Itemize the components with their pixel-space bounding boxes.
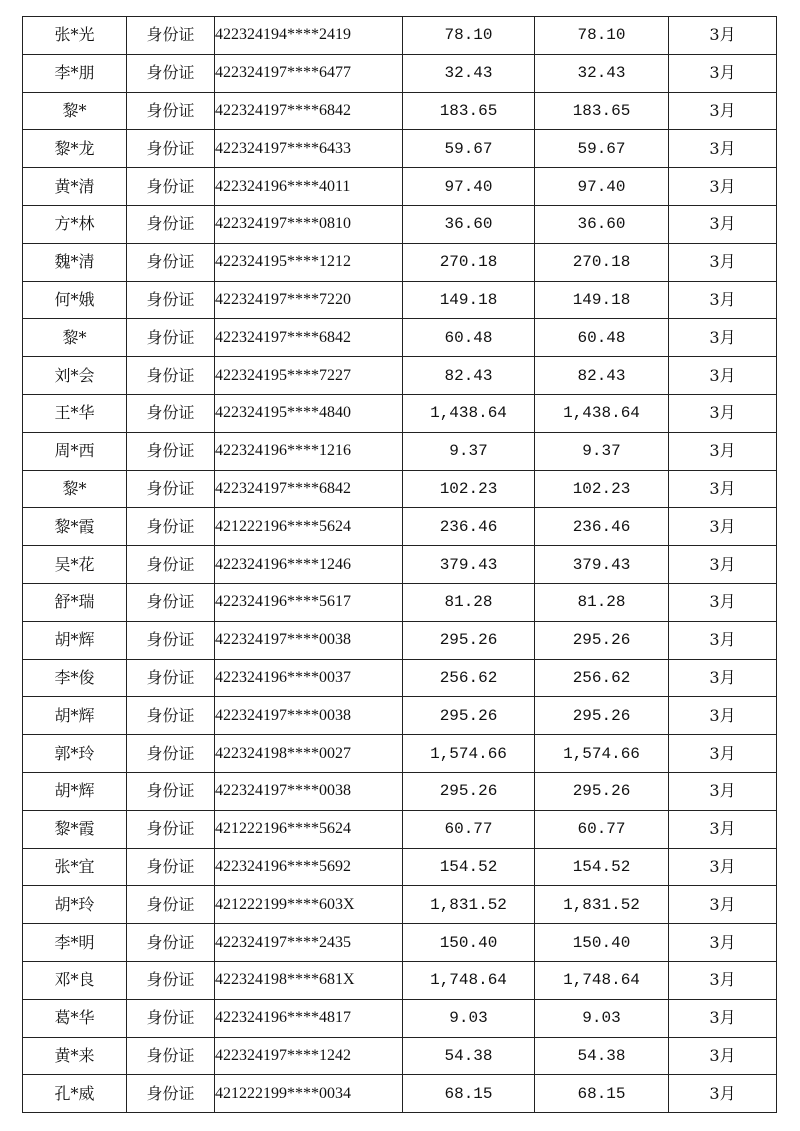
month-cell: 3月 [669, 394, 777, 432]
id-type-cell: 身份证 [127, 17, 215, 55]
table-row [23, 583, 777, 621]
table-row [23, 130, 777, 168]
name-cell: 黎* [23, 470, 127, 508]
table-row [23, 243, 777, 281]
table-row [23, 1037, 777, 1075]
id-number-cell: 422324197****0038 [215, 697, 403, 735]
payment-table [22, 16, 777, 1113]
id-number-cell: 422324197****2435 [215, 924, 403, 962]
month-cell: 3月 [669, 205, 777, 243]
id-type-cell: 身份证 [127, 961, 215, 999]
id-number-cell: 422324197****6842 [215, 319, 403, 357]
month-cell: 3月 [669, 432, 777, 470]
id-type-cell: 身份证 [127, 924, 215, 962]
table-row [23, 357, 777, 395]
amount-cell: 295.26 [403, 772, 535, 810]
name-cell: 张*光 [23, 17, 127, 55]
amount-cell: 1,438.64 [403, 394, 535, 432]
amount-paid-cell: 9.03 [535, 999, 669, 1037]
id-number-cell: 422324197****6842 [215, 92, 403, 130]
amount-paid-cell: 256.62 [535, 659, 669, 697]
table-row [23, 848, 777, 886]
month-cell: 3月 [669, 810, 777, 848]
amount-cell: 183.65 [403, 92, 535, 130]
id-number-cell: 422324195****1212 [215, 243, 403, 281]
id-type-cell: 身份证 [127, 697, 215, 735]
id-type-cell: 身份证 [127, 1037, 215, 1075]
amount-cell: 236.46 [403, 508, 535, 546]
amount-cell: 295.26 [403, 621, 535, 659]
amount-cell: 81.28 [403, 583, 535, 621]
id-type-cell: 身份证 [127, 432, 215, 470]
id-number-cell: 422324197****6842 [215, 470, 403, 508]
name-cell: 方*林 [23, 205, 127, 243]
amount-paid-cell: 236.46 [535, 508, 669, 546]
table-row [23, 735, 777, 773]
amount-cell: 60.77 [403, 810, 535, 848]
month-cell: 3月 [669, 546, 777, 584]
table-row [23, 772, 777, 810]
id-number-cell: 422324195****7227 [215, 357, 403, 395]
id-number-cell: 421222196****5624 [215, 508, 403, 546]
name-cell: 刘*会 [23, 357, 127, 395]
amount-paid-cell: 36.60 [535, 205, 669, 243]
id-number-cell: 422324196****0037 [215, 659, 403, 697]
month-cell: 3月 [669, 583, 777, 621]
month-cell: 3月 [669, 92, 777, 130]
month-cell: 3月 [669, 659, 777, 697]
amount-paid-cell: 1,831.52 [535, 886, 669, 924]
name-cell: 吴*花 [23, 546, 127, 584]
id-number-cell: 422324196****5617 [215, 583, 403, 621]
amount-cell: 270.18 [403, 243, 535, 281]
month-cell: 3月 [669, 848, 777, 886]
month-cell: 3月 [669, 886, 777, 924]
table-row [23, 54, 777, 92]
month-cell: 3月 [669, 281, 777, 319]
month-cell: 3月 [669, 470, 777, 508]
id-number-cell: 422324197****6433 [215, 130, 403, 168]
id-type-cell: 身份证 [127, 735, 215, 773]
month-cell: 3月 [669, 1037, 777, 1075]
amount-cell: 82.43 [403, 357, 535, 395]
name-cell: 胡*辉 [23, 697, 127, 735]
amount-paid-cell: 149.18 [535, 281, 669, 319]
id-number-cell: 422324196****4011 [215, 168, 403, 206]
amount-paid-cell: 59.67 [535, 130, 669, 168]
table-row [23, 92, 777, 130]
amount-paid-cell: 82.43 [535, 357, 669, 395]
amount-paid-cell: 1,438.64 [535, 394, 669, 432]
id-number-cell: 422324198****0027 [215, 735, 403, 773]
table-row [23, 546, 777, 584]
id-number-cell: 422324197****0038 [215, 772, 403, 810]
amount-cell: 9.03 [403, 999, 535, 1037]
month-cell: 3月 [669, 735, 777, 773]
month-cell: 3月 [669, 697, 777, 735]
id-number-cell: 422324198****681X [215, 961, 403, 999]
amount-paid-cell: 9.37 [535, 432, 669, 470]
id-number-cell: 422324197****0038 [215, 621, 403, 659]
id-number-cell: 422324196****1216 [215, 432, 403, 470]
id-type-cell: 身份证 [127, 886, 215, 924]
table-row [23, 1075, 777, 1113]
amount-paid-cell: 183.65 [535, 92, 669, 130]
amount-paid-cell: 295.26 [535, 621, 669, 659]
name-cell: 魏*清 [23, 243, 127, 281]
month-cell: 3月 [669, 54, 777, 92]
name-cell: 黎* [23, 92, 127, 130]
amount-cell: 1,831.52 [403, 886, 535, 924]
name-cell: 黄*来 [23, 1037, 127, 1075]
amount-paid-cell: 97.40 [535, 168, 669, 206]
id-type-cell: 身份证 [127, 168, 215, 206]
amount-cell: 102.23 [403, 470, 535, 508]
amount-paid-cell: 32.43 [535, 54, 669, 92]
amount-cell: 54.38 [403, 1037, 535, 1075]
name-cell: 邓*良 [23, 961, 127, 999]
amount-paid-cell: 60.77 [535, 810, 669, 848]
amount-cell: 150.40 [403, 924, 535, 962]
table-row [23, 810, 777, 848]
name-cell: 黎*霞 [23, 810, 127, 848]
table-row [23, 17, 777, 55]
id-number-cell: 422324196****1246 [215, 546, 403, 584]
name-cell: 黎* [23, 319, 127, 357]
id-number-cell: 421222199****0034 [215, 1075, 403, 1113]
amount-cell: 1,574.66 [403, 735, 535, 773]
table-row [23, 961, 777, 999]
month-cell: 3月 [669, 130, 777, 168]
name-cell: 胡*辉 [23, 621, 127, 659]
amount-paid-cell: 150.40 [535, 924, 669, 962]
name-cell: 李*俊 [23, 659, 127, 697]
month-cell: 3月 [669, 1075, 777, 1113]
name-cell: 何*娥 [23, 281, 127, 319]
name-cell: 张*宜 [23, 848, 127, 886]
id-type-cell: 身份证 [127, 243, 215, 281]
table-row [23, 659, 777, 697]
name-cell: 郭*玲 [23, 735, 127, 773]
amount-paid-cell: 102.23 [535, 470, 669, 508]
table-row [23, 281, 777, 319]
name-cell: 周*西 [23, 432, 127, 470]
amount-paid-cell: 1,748.64 [535, 961, 669, 999]
month-cell: 3月 [669, 17, 777, 55]
id-type-cell: 身份证 [127, 999, 215, 1037]
month-cell: 3月 [669, 621, 777, 659]
amount-paid-cell: 68.15 [535, 1075, 669, 1113]
id-type-cell: 身份证 [127, 394, 215, 432]
name-cell: 黎*霞 [23, 508, 127, 546]
amount-cell: 154.52 [403, 848, 535, 886]
amount-cell: 256.62 [403, 659, 535, 697]
id-number-cell: 422324194****2419 [215, 17, 403, 55]
id-number-cell: 422324197****0810 [215, 205, 403, 243]
name-cell: 王*华 [23, 394, 127, 432]
id-type-cell: 身份证 [127, 848, 215, 886]
id-number-cell: 421222196****5624 [215, 810, 403, 848]
amount-cell: 36.60 [403, 205, 535, 243]
month-cell: 3月 [669, 357, 777, 395]
amount-cell: 78.10 [403, 17, 535, 55]
id-number-cell: 422324195****4840 [215, 394, 403, 432]
table-row [23, 470, 777, 508]
amount-cell: 60.48 [403, 319, 535, 357]
id-type-cell: 身份证 [127, 546, 215, 584]
name-cell: 李*明 [23, 924, 127, 962]
amount-paid-cell: 78.10 [535, 17, 669, 55]
table-row [23, 924, 777, 962]
amount-cell: 97.40 [403, 168, 535, 206]
table-row [23, 621, 777, 659]
id-type-cell: 身份证 [127, 583, 215, 621]
amount-cell: 295.26 [403, 697, 535, 735]
id-type-cell: 身份证 [127, 621, 215, 659]
name-cell: 黎*龙 [23, 130, 127, 168]
id-number-cell: 422324196****5692 [215, 848, 403, 886]
name-cell: 葛*华 [23, 999, 127, 1037]
amount-cell: 149.18 [403, 281, 535, 319]
id-number-cell: 422324196****4817 [215, 999, 403, 1037]
amount-paid-cell: 60.48 [535, 319, 669, 357]
table-row [23, 886, 777, 924]
table-row [23, 432, 777, 470]
amount-paid-cell: 81.28 [535, 583, 669, 621]
month-cell: 3月 [669, 168, 777, 206]
table-row [23, 205, 777, 243]
amount-paid-cell: 379.43 [535, 546, 669, 584]
month-cell: 3月 [669, 243, 777, 281]
month-cell: 3月 [669, 319, 777, 357]
name-cell: 舒*瑞 [23, 583, 127, 621]
table-row [23, 394, 777, 432]
name-cell: 孔*威 [23, 1075, 127, 1113]
month-cell: 3月 [669, 961, 777, 999]
id-type-cell: 身份证 [127, 319, 215, 357]
amount-paid-cell: 295.26 [535, 697, 669, 735]
amount-paid-cell: 154.52 [535, 848, 669, 886]
id-number-cell: 422324197****1242 [215, 1037, 403, 1075]
id-type-cell: 身份证 [127, 54, 215, 92]
amount-cell: 68.15 [403, 1075, 535, 1113]
table-row [23, 319, 777, 357]
table-row [23, 999, 777, 1037]
id-type-cell: 身份证 [127, 92, 215, 130]
id-type-cell: 身份证 [127, 772, 215, 810]
id-type-cell: 身份证 [127, 357, 215, 395]
month-cell: 3月 [669, 924, 777, 962]
table-body [23, 17, 777, 1113]
id-number-cell: 421222199****603X [215, 886, 403, 924]
amount-cell: 59.67 [403, 130, 535, 168]
amount-cell: 32.43 [403, 54, 535, 92]
name-cell: 黄*清 [23, 168, 127, 206]
month-cell: 3月 [669, 772, 777, 810]
amount-paid-cell: 1,574.66 [535, 735, 669, 773]
id-number-cell: 422324197****6477 [215, 54, 403, 92]
amount-paid-cell: 270.18 [535, 243, 669, 281]
month-cell: 3月 [669, 999, 777, 1037]
month-cell: 3月 [669, 508, 777, 546]
id-type-cell: 身份证 [127, 281, 215, 319]
amount-cell: 379.43 [403, 546, 535, 584]
table-row [23, 697, 777, 735]
amount-paid-cell: 295.26 [535, 772, 669, 810]
name-cell: 胡*玲 [23, 886, 127, 924]
id-type-cell: 身份证 [127, 659, 215, 697]
amount-cell: 1,748.64 [403, 961, 535, 999]
table-row [23, 168, 777, 206]
table-row [23, 508, 777, 546]
id-type-cell: 身份证 [127, 130, 215, 168]
name-cell: 李*朋 [23, 54, 127, 92]
id-type-cell: 身份证 [127, 205, 215, 243]
amount-cell: 9.37 [403, 432, 535, 470]
id-number-cell: 422324197****7220 [215, 281, 403, 319]
id-type-cell: 身份证 [127, 1075, 215, 1113]
id-type-cell: 身份证 [127, 508, 215, 546]
id-type-cell: 身份证 [127, 810, 215, 848]
name-cell: 胡*辉 [23, 772, 127, 810]
id-type-cell: 身份证 [127, 470, 215, 508]
amount-paid-cell: 54.38 [535, 1037, 669, 1075]
